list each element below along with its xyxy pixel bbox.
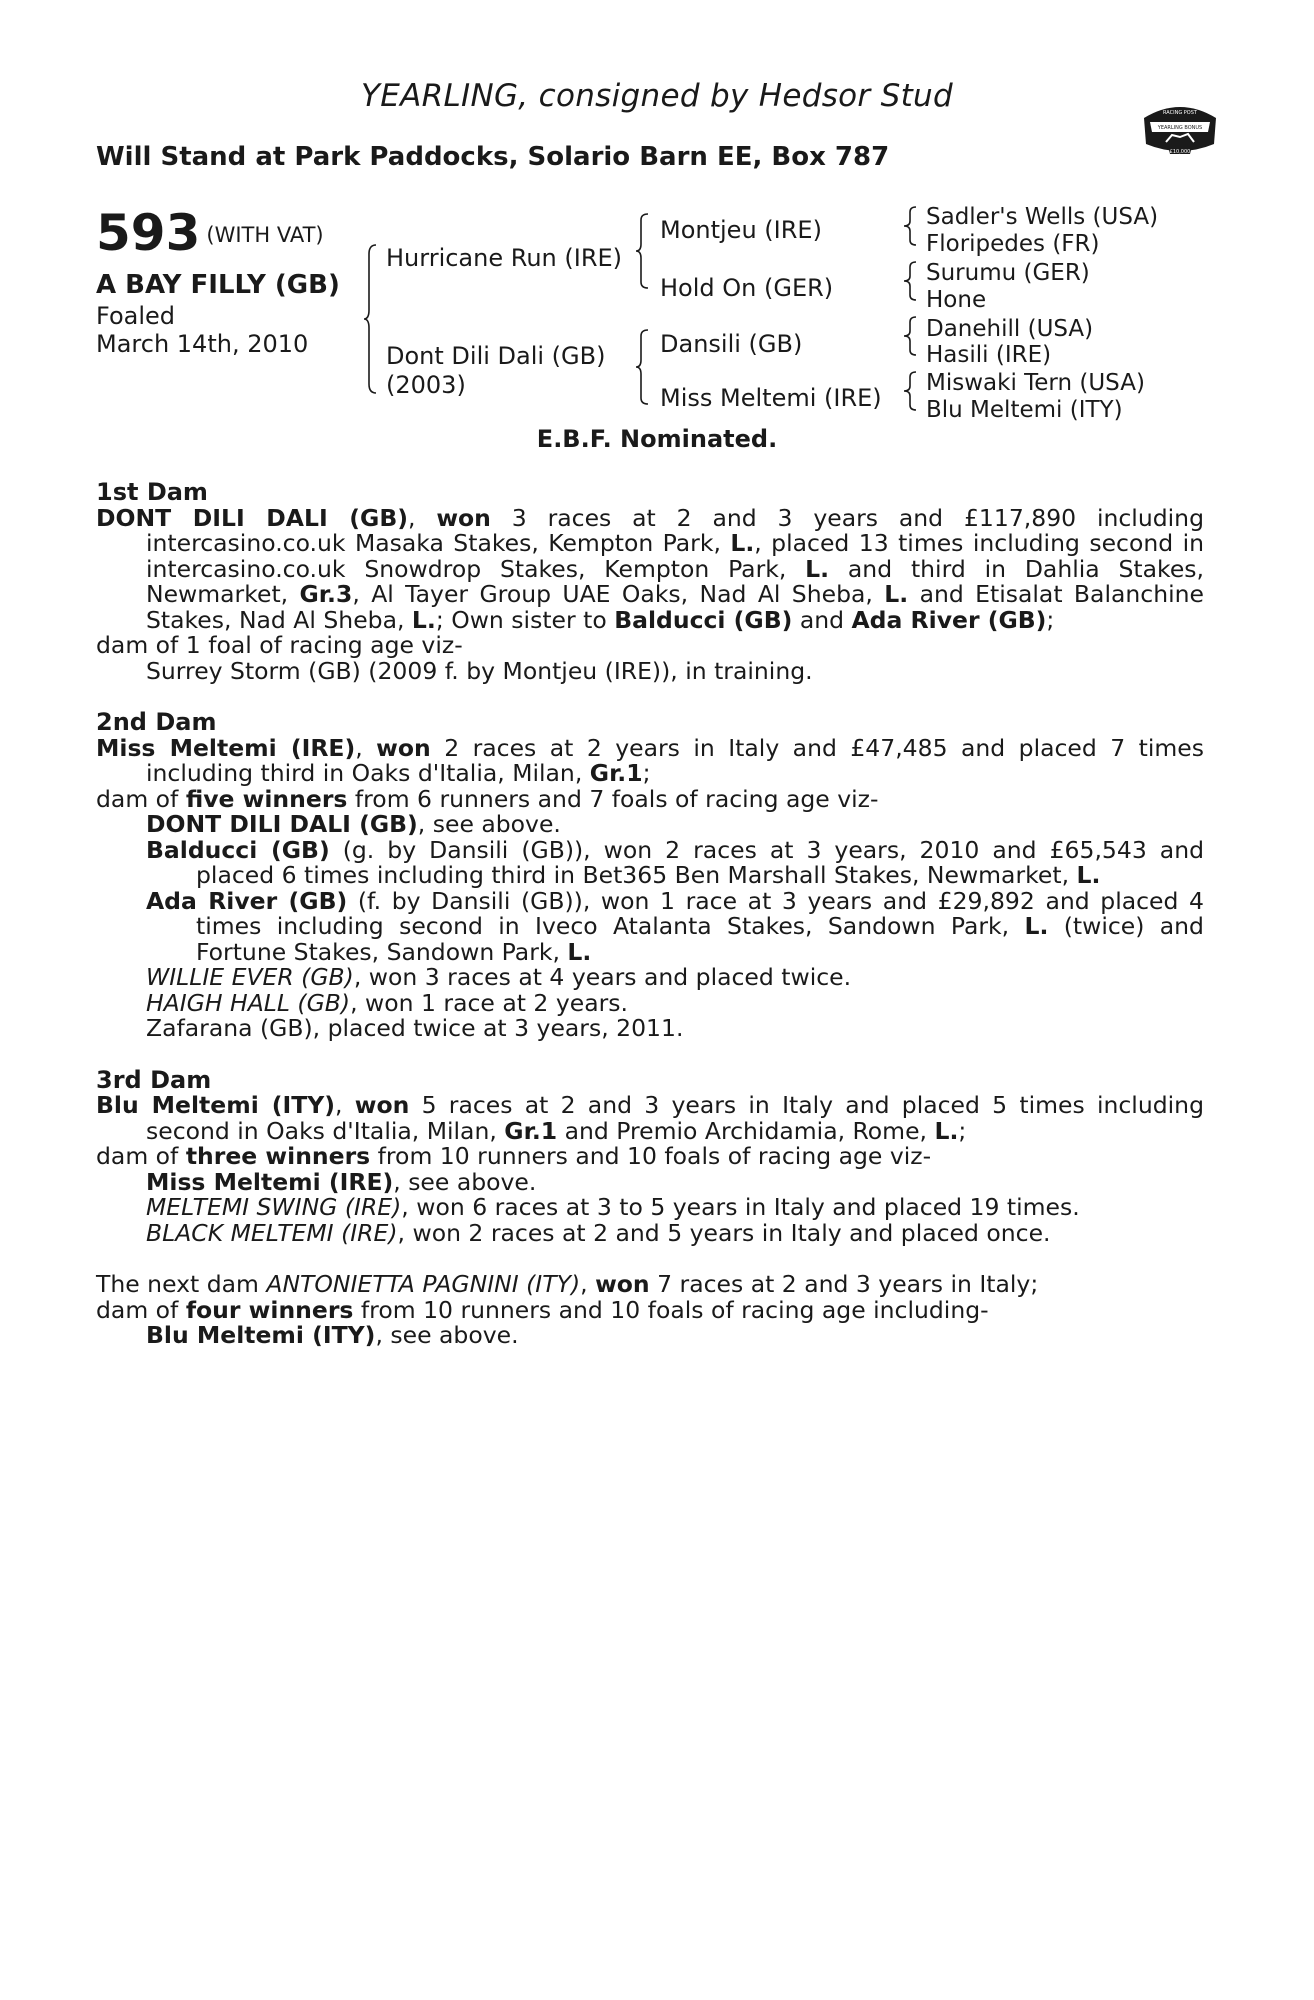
first-dam-name: DONT DILI DALI (GB) xyxy=(96,503,408,532)
foaled-info xyxy=(96,302,308,358)
sibling-balducci: Balducci (GB) xyxy=(614,605,793,634)
third-dam-record: Blu Meltemi (ITY), won 5 races at 2 and 3 years in Italy and placed 5 times including second in Oaks d'Italia, Milan, Gr.1 and Premio Archidamia, Rome, L.; xyxy=(96,1091,1204,1145)
third-dam-offspring-2: MELTEMI SWING (IRE), won 6 races at 3 to 5 years in Italy and placed 19 times. xyxy=(146,1193,1080,1221)
vat-label: (WITH VAT) xyxy=(206,223,324,247)
first-dam-produce-summary: dam of 1 foal of racing age viz- xyxy=(96,631,463,659)
pedigree-g3-3: Surumu (GER) xyxy=(926,260,1090,286)
pedigree-brace-sire xyxy=(636,213,650,289)
pedigree-g3-6: Hasili (IRE) xyxy=(926,342,1052,368)
consignor-line: YEARLING, consigned by Hedsor Stud xyxy=(361,78,953,114)
third-dam-offspring-1: Miss Meltemi (IRE), see above. xyxy=(146,1167,537,1196)
second-dam-produce-summary: dam of five winners from 6 runners and 7 foals of racing age viz- xyxy=(96,784,879,813)
next-dam-offspring-1: Blu Meltemi (ITY), see above. xyxy=(146,1321,519,1349)
second-dam-name: Miss Meltemi (IRE) xyxy=(96,733,356,762)
first-dam-foal-1: Surrey Storm (GB) (2009 f. by Montjeu (IRE)), in training. xyxy=(146,656,813,685)
badge-amount-text: £10,000 xyxy=(1169,149,1191,155)
pedigree-brace-main xyxy=(364,244,378,394)
foaled-label: Foaled xyxy=(96,302,176,330)
third-dam-heading: 3rd Dam xyxy=(96,1065,212,1094)
stand-location: Will Stand at Park Paddocks, Solario Barn EE, Box 787 xyxy=(96,142,890,172)
ebf-nominated: E.B.F. Nominated. xyxy=(536,425,778,453)
won-label: won xyxy=(436,503,491,532)
next-dam-record: The next dam ANTONIETTA PAGNINI (ITY), won 7 races at 2 and 3 years in Italy; xyxy=(96,1270,1039,1298)
second-dam-offspring-1: DONT DILI DALI (GB), see above. xyxy=(146,810,561,838)
third-dam-name: Blu Meltemi (ITY) xyxy=(96,1091,335,1119)
second-dam-offspring-2: Balducci (GB) (g. by Dansili (GB)), won 2 races at 3 years, 2010 and £65,543 and placed 6 times including third in Bet365 Ben Marshall Stakes, Newmarket, L. xyxy=(146,835,1204,889)
pedigree-dam-year: (2003) xyxy=(386,371,466,399)
first-dam-heading: 1st Dam xyxy=(96,478,208,506)
next-dam-name: ANTONIETTA PAGNINI (ITY) xyxy=(266,1270,581,1298)
second-dam-offspring-3: Ada River (GB) (f. by Dansili (GB)), won 1 race at 3 years and £29,892 and placed 4 times including second in Iveco Atalanta Stakes, Sandown Park, L. (twice) and Fortune Stakes, Sandown Park, L. xyxy=(146,886,1204,966)
first-dam-section xyxy=(96,480,1204,684)
badge-mid-text: YEARLING BONUS xyxy=(1157,125,1203,131)
third-dam-produce-summary: dam of three winners from 10 runners and 10 foals of racing age viz- xyxy=(96,1142,932,1170)
second-dam-heading: 2nd Dam xyxy=(96,708,217,736)
pedigree-brace-g3-4 xyxy=(904,371,918,411)
pedigree-brace-g3-1 xyxy=(904,206,918,246)
third-dam-section xyxy=(96,1065,1204,1247)
pedigree-g3-7: Miswaki Tern (USA) xyxy=(926,370,1145,396)
pedigree-dam: Dont Dili Dali (GB) xyxy=(386,342,606,370)
pedigree-sire: Hurricane Run (IRE) xyxy=(386,244,623,272)
pedigree-dam-sire: Dansili (GB) xyxy=(660,330,803,358)
pedigree-g3-1: Sadler's Wells (USA) xyxy=(926,204,1159,230)
badge-top-text: RACING POST xyxy=(1163,110,1197,116)
second-dam-section xyxy=(96,710,1204,1042)
pedigree-g3-2: Floripedes (FR) xyxy=(926,231,1100,257)
third-dam-offspring-3: BLACK MELTEMI (IRE), won 2 races at 2 and 5 years in Italy and placed once. xyxy=(146,1218,1051,1247)
first-dam-record: DONT DILI DALI (GB), won 3 races at 2 and 3 years and £117,890 including intercasino.co.uk Masaka Stakes, Kempton Park, L., placed 13 times including second in intercasino.co.uk Snowdrop Stakes, Kempton Park, L. and third in Dahlia Stakes, Newmarket, Gr.3, Al Tayer Group UAE Oaks, Nad Al Sheba, L. and Etisalat Balanchine Stakes, Nad Al Sheba, L.; Own sister to Balducci (GB) and Ada River (GB); xyxy=(96,503,1204,634)
lot-number xyxy=(96,204,324,262)
foaled-date: March 14th, 2010 xyxy=(96,330,309,358)
pedigree-brace-g3-3 xyxy=(904,316,918,356)
sibling-ada-river: Ada River (GB) xyxy=(851,605,1047,634)
next-dam-section xyxy=(96,1272,1204,1349)
next-dam-produce-summary: dam of four winners from 10 runners and 10 foals of racing age including- xyxy=(96,1295,989,1324)
catalogue-body xyxy=(96,480,1204,1375)
lot-number-value: 593 xyxy=(96,204,201,262)
pedigree-brace-g3-2 xyxy=(904,261,918,301)
pedigree-sire-sire: Montjeu (IRE) xyxy=(660,216,822,244)
yearling-bonus-badge-icon xyxy=(1140,98,1220,156)
pedigree-dam-dam: Miss Meltemi (IRE) xyxy=(660,384,882,412)
pedigree-g3-5: Danehill (USA) xyxy=(926,316,1094,342)
second-dam-offspring-4: WILLIE EVER (GB), won 3 races at 4 years and placed twice. xyxy=(146,963,852,991)
pedigree-g3-8: Blu Meltemi (ITY) xyxy=(926,397,1123,423)
pedigree-brace-dam xyxy=(636,329,650,405)
lot-description: A BAY FILLY (GB) xyxy=(96,270,340,300)
pedigree-sire-dam: Hold On (GER) xyxy=(660,274,834,302)
second-dam-offspring-5: HAIGH HALL (GB), won 1 race at 2 years. xyxy=(146,988,628,1017)
pedigree-g3-4: Hone xyxy=(926,287,987,313)
second-dam-record: Miss Meltemi (IRE), won 2 races at 2 years in Italy and £47,485 and placed 7 times including third in Oaks d'Italia, Milan, Gr.1; xyxy=(96,733,1204,787)
second-dam-offspring-6: Zafarana (GB), placed twice at 3 years, 2011. xyxy=(146,1014,684,1042)
